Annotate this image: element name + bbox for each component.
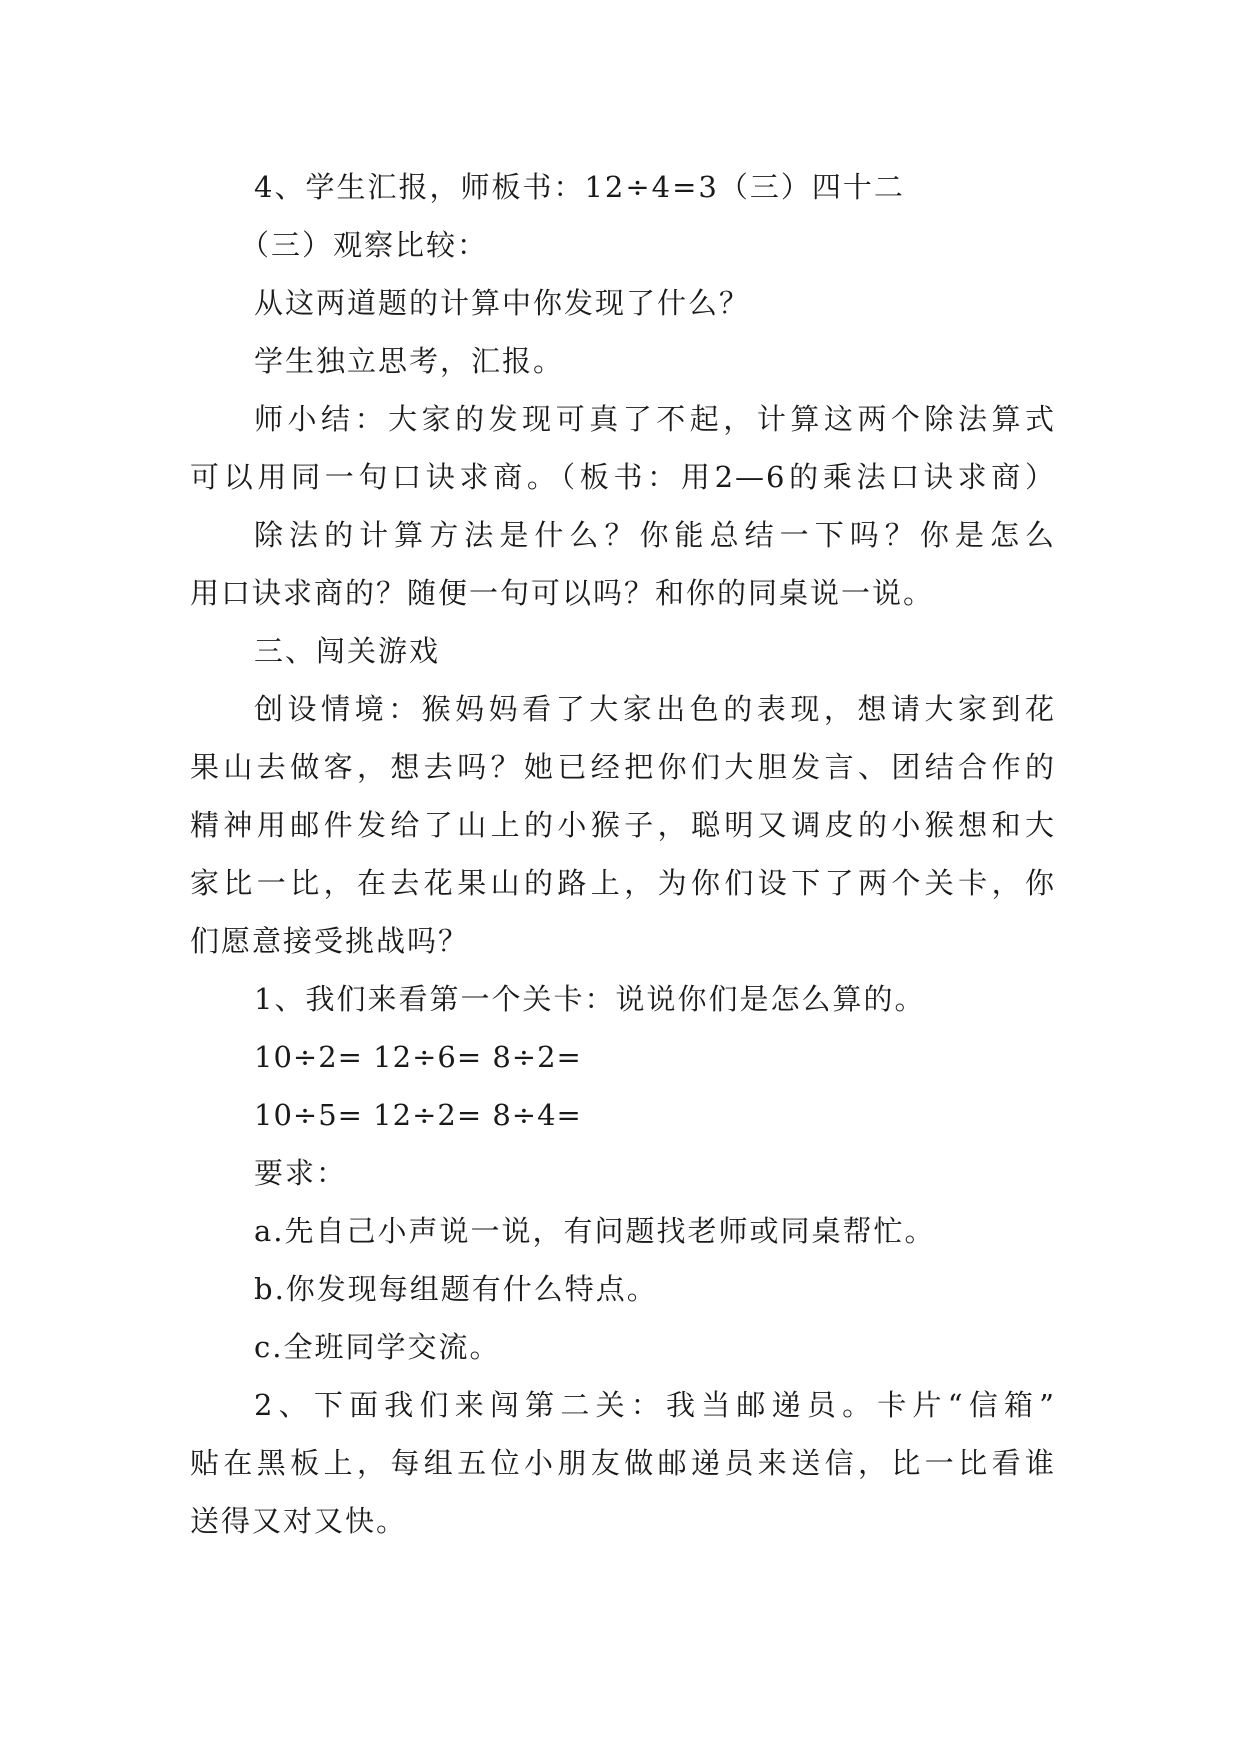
paragraph-line: 从这两道题的计算中你发现了什么？ bbox=[254, 286, 751, 320]
document-body bbox=[190, 158, 1056, 1550]
requirement-item: c.全班同学交流。 bbox=[254, 1330, 501, 1364]
paragraph-line: 可以用同一句口诀求商。（板书：用2—6的乘法口诀求商） bbox=[190, 460, 1056, 494]
paragraph-line: 4、学生汇报，师板书：12÷4=3（三）四十二 bbox=[254, 170, 905, 204]
paragraph-line: 精神用邮件发给了山上的小猴子，聪明又调皮的小猴想和大 bbox=[190, 808, 1056, 842]
paragraph-line: 果山去做客，想去吗？她已经把你们大胆发言、团结合作的 bbox=[190, 750, 1056, 784]
paragraph-line: 家比一比，在去花果山的路上，为你们设下了两个关卡，你 bbox=[190, 866, 1056, 900]
paragraph-line: 送得又对又快。 bbox=[190, 1504, 408, 1538]
paragraph-line: 学生独立思考，汇报。 bbox=[254, 344, 565, 378]
paragraph-line: 贴在黑板上，每组五位小朋友做邮递员来送信，比一比看谁 bbox=[190, 1446, 1056, 1480]
requirement-item: a.先自己小声说一说，有问题找老师或同桌帮忙。 bbox=[254, 1214, 936, 1248]
paragraph-line: 们愿意接受挑战吗？ bbox=[190, 924, 470, 958]
paragraph-line: 除法的计算方法是什么？你能总结一下吗？你是怎么 bbox=[254, 518, 1056, 552]
section-heading: 三、闯关游戏 bbox=[254, 634, 441, 668]
math-exercise-row: 10÷5= 12÷2= 8÷4= bbox=[254, 1098, 582, 1132]
paragraph-line: 用口诀求商的？随便一句可以吗？和你的同桌说一说。 bbox=[190, 576, 935, 610]
paragraph-line: 1、我们来看第一个关卡：说说你们是怎么算的。 bbox=[254, 982, 926, 1016]
paragraph-line: 2、下面我们来闯第二关：我当邮递员。卡片“信箱” bbox=[254, 1388, 1056, 1422]
section-heading: （三）观察比较： bbox=[240, 228, 489, 262]
paragraph-line: 师小结：大家的发现可真了不起，计算这两个除法算式 bbox=[254, 402, 1056, 436]
requirement-item: b.你发现每组题有什么特点。 bbox=[254, 1272, 658, 1306]
math-exercise-row: 10÷2= 12÷6= 8÷2= bbox=[254, 1040, 582, 1074]
paragraph-line: 创设情境：猴妈妈看了大家出色的表现，想请大家到花 bbox=[254, 692, 1056, 726]
requirements-label: 要求： bbox=[254, 1156, 348, 1190]
